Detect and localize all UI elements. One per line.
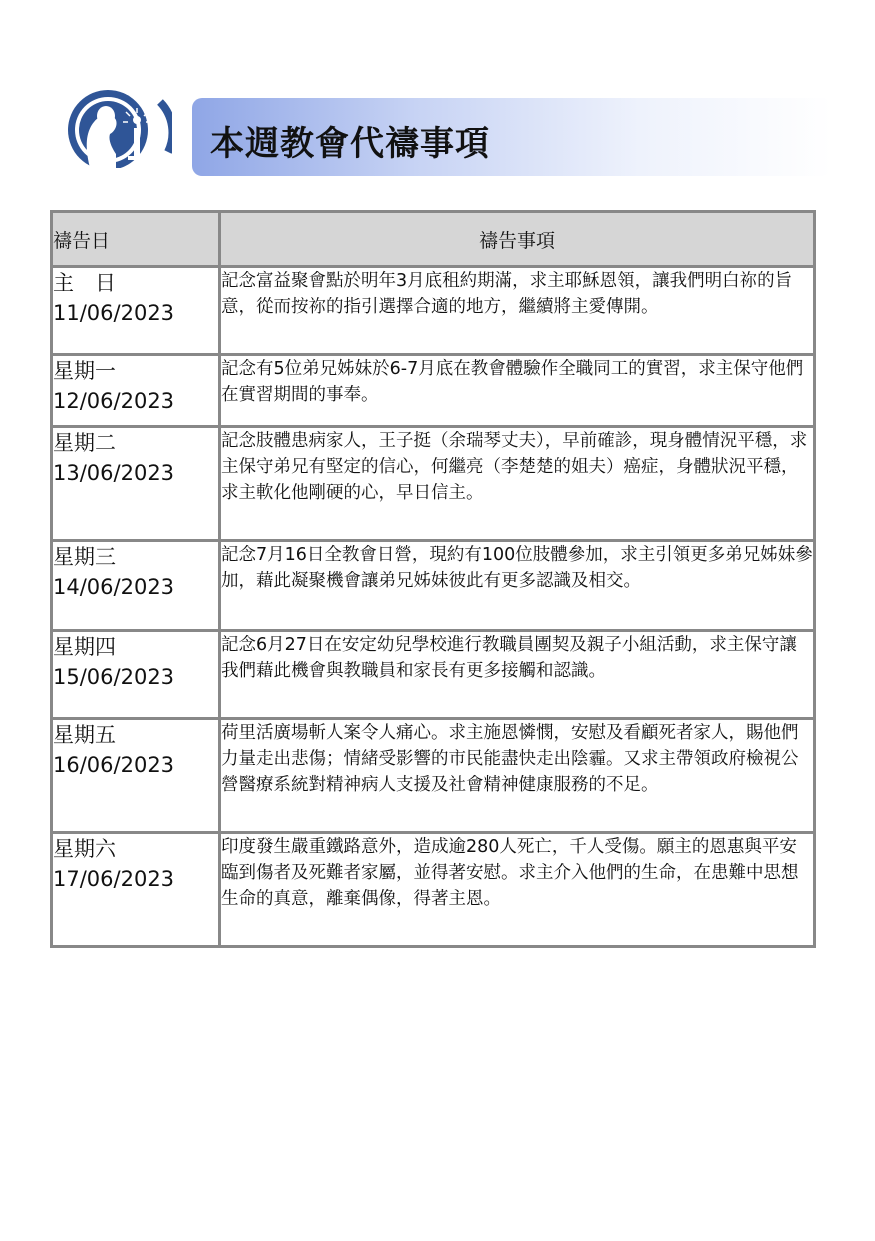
date-label: 11/06/2023 bbox=[53, 301, 175, 325]
day-cell bbox=[52, 355, 220, 427]
table-row bbox=[52, 355, 815, 427]
date-label: 14/06/2023 bbox=[53, 575, 175, 599]
weekday-label: 星期五 bbox=[53, 723, 116, 747]
page-title: 本週教會代禱事項 bbox=[210, 124, 490, 164]
date-label: 15/06/2023 bbox=[53, 665, 175, 689]
table-row bbox=[52, 719, 815, 833]
weekday-label: 星期二 bbox=[53, 431, 116, 455]
day-cell bbox=[52, 541, 220, 631]
prayer-item: 記念7月16日全教會日營，現約有100位肢體參加，求主引領更多弟兄姊妹參加，藉此凝聚機會讓弟兄姊妹彼此有更多認識及相交。 bbox=[220, 541, 815, 631]
prayer-item: 記念富益聚會點於明年3月底租約期滿，求主耶穌恩領，讓我們明白祢的旨意，從而按祢的指引選擇合適的地方，繼續將主愛傳開。 bbox=[220, 267, 815, 355]
table-row bbox=[52, 631, 815, 719]
date-label: 12/06/2023 bbox=[53, 389, 175, 413]
prayer-item: 記念肢體患病家人，王子挺（余瑞琴丈夫），早前確診，現身體情況平穩，求主保守弟兄有堅定的信心，何繼亮（李楚楚的姐夫）癌症，身體狀況平穩，求主軟化他剛硬的心，早日信主。 bbox=[220, 427, 815, 541]
weekday-label: 星期一 bbox=[53, 359, 116, 383]
prayer-item: 荷里活廣場斬人案令人痛心。求主施恩憐憫，安慰及看顧死者家人，賜他們力量走出悲傷；情緒受影響的市民能盡快走出陰霾。又求主帶領政府檢視公營醫療系統對精神病人支援及社會精神健康服務的不足。 bbox=[220, 719, 815, 833]
table-header-row bbox=[52, 212, 815, 267]
prayer-item: 記念有5位弟兄姊妹於6-7月底在教會體驗作全職同工的實習，求主保守他們在實習期間的事奉。 bbox=[220, 355, 815, 427]
date-label: 13/06/2023 bbox=[53, 461, 175, 485]
title-banner bbox=[192, 98, 832, 176]
day-cell bbox=[52, 719, 220, 833]
weekday-label: 星期四 bbox=[53, 635, 116, 659]
prayer-table bbox=[50, 210, 816, 948]
church-logo-icon bbox=[60, 82, 172, 168]
date-label: 16/06/2023 bbox=[53, 753, 175, 777]
column-header-day: 禱告日 bbox=[52, 212, 220, 267]
day-cell bbox=[52, 631, 220, 719]
weekday-label: 星期三 bbox=[53, 545, 116, 569]
table-row bbox=[52, 267, 815, 355]
day-cell bbox=[52, 267, 220, 355]
prayer-item: 記念6月27日在安定幼兒學校進行教職員團契及親子小組活動，求主保守讓我們藉此機會與教職員和家長有更多接觸和認識。 bbox=[220, 631, 815, 719]
date-label: 17/06/2023 bbox=[53, 867, 175, 891]
weekday-label: 星期六 bbox=[53, 837, 116, 861]
day-cell bbox=[52, 833, 220, 947]
column-header-item: 禱告事項 bbox=[220, 212, 815, 267]
prayer-item: 印度發生嚴重鐵路意外，造成逾280人死亡，千人受傷。願主的恩惠與平安臨到傷者及死難者家屬，並得著安慰。求主介入他們的生命，在患難中思想生命的真意，離棄偶像，得著主恩。 bbox=[220, 833, 815, 947]
weekday-label: 主 日 bbox=[53, 271, 116, 295]
table-row bbox=[52, 541, 815, 631]
table-row bbox=[52, 833, 815, 947]
table-row bbox=[52, 427, 815, 541]
day-cell bbox=[52, 427, 220, 541]
